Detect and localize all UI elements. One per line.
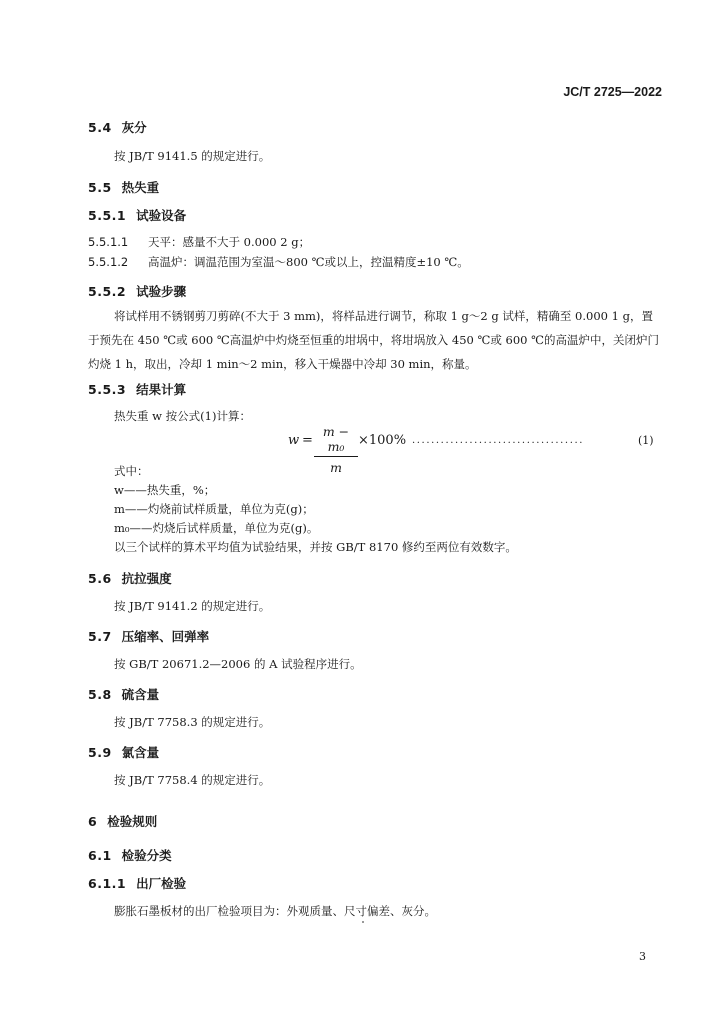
formula-equals: = — [302, 433, 313, 448]
variable-w: w——热失重，%； — [114, 483, 216, 497]
item-text: 天平：感量不大于 0.000 2 g； — [148, 235, 311, 249]
heading-title: 试验设备 — [136, 208, 187, 223]
paragraph-5-8: 按 JB/T 7758.3 的规定进行。 — [114, 715, 271, 729]
heading-number: 5.8 — [88, 687, 112, 702]
heading-5-5-1 — [88, 206, 186, 224]
page-number: 3 — [639, 950, 646, 963]
formula-lhs: w — [288, 433, 300, 448]
heading-title: 热失重 — [121, 180, 160, 195]
heading-title: 检验分类 — [121, 848, 172, 863]
heading-title: 出厂检验 — [136, 876, 187, 891]
heading-number: 5.5.3 — [88, 382, 127, 397]
item-5-5-1-1 — [88, 234, 310, 250]
heading-number: 5.6 — [88, 571, 112, 586]
item-number: 5.5.1.1 — [88, 235, 129, 249]
heading-title: 压缩率、回弹率 — [121, 629, 210, 644]
heading-number: 5.5 — [88, 180, 112, 195]
heading-title: 硫含量 — [121, 687, 160, 702]
standard-code: JC/T 2725—2022 — [563, 85, 662, 99]
heading-number: 5.9 — [88, 745, 112, 760]
paragraph-6-1-1: 膨胀石墨板材的出厂检验项目为：外观质量、尺寸偏差、灰分。 — [114, 904, 436, 918]
heading-number: 5.5.1 — [88, 208, 127, 223]
heading-title: 灰分 — [121, 120, 147, 135]
heading-5-6 — [88, 569, 172, 587]
paragraph-5-4: 按 JB/T 9141.5 的规定进行。 — [114, 149, 271, 163]
heading-5-5-3 — [88, 380, 186, 398]
item-text: 高温炉：调温范围为室温～800 ℃或以上，控温精度±10 ℃。 — [148, 255, 469, 269]
heading-number: 5.7 — [88, 629, 112, 644]
heading-number: 6.1 — [88, 848, 112, 863]
heading-5-4 — [88, 118, 147, 136]
heading-number: 6.1.1 — [88, 876, 127, 891]
formula-leader-dots: .................................... — [412, 435, 585, 446]
where-label: 式中： — [114, 464, 149, 478]
variable-m: m——灼烧前试样质量，单位为克(g)； — [114, 502, 314, 516]
fraction-bar — [314, 456, 358, 457]
formula-numerator: m − m₀ — [322, 424, 350, 454]
heading-6 — [88, 812, 157, 830]
heading-title: 结果计算 — [136, 382, 187, 397]
paragraph-5-6: 按 JB/T 9141.2 的规定进行。 — [114, 599, 271, 613]
heading-5-5-2 — [88, 282, 186, 300]
heading-number: 5.5.2 — [88, 284, 127, 299]
heading-number: 5.4 — [88, 120, 112, 135]
formula-number: (1) — [638, 434, 654, 447]
formula-intro: 热失重 w 按公式(1)计算： — [114, 409, 251, 423]
heading-6-1-1 — [88, 874, 186, 892]
heading-title: 试验步骤 — [136, 284, 187, 299]
scan-speck — [362, 921, 364, 923]
result-statement: 以三个试样的算术平均值为试验结果，并按 GB/T 8170 修约至两位有效数字。 — [114, 540, 517, 554]
heading-title: 氯含量 — [121, 745, 160, 760]
formula-1 — [288, 424, 660, 475]
heading-6-1 — [88, 846, 172, 864]
heading-title: 检验规则 — [107, 814, 158, 829]
formula-times: ×100% — [358, 433, 407, 448]
variable-m0: m₀——灼烧后试样质量，单位为克(g)。 — [114, 521, 319, 535]
formula-denominator: m — [330, 460, 342, 475]
heading-5-5 — [88, 178, 159, 196]
paragraph-5-9: 按 JB/T 7758.4 的规定进行。 — [114, 773, 271, 787]
item-5-5-1-2 — [88, 254, 469, 270]
heading-title: 抗拉强度 — [121, 571, 172, 586]
heading-5-7 — [88, 627, 209, 645]
item-number: 5.5.1.2 — [88, 255, 129, 269]
heading-5-9 — [88, 743, 159, 761]
heading-5-8 — [88, 685, 159, 703]
formula-fraction — [314, 424, 358, 475]
heading-number: 6 — [88, 814, 98, 829]
paragraph-5-7: 按 GB/T 20671.2—2006 的 A 试验程序进行。 — [114, 657, 362, 671]
paragraph-5-5-2: 将试样用不锈钢剪刀剪碎(不大于 3 mm)，将样品进行调节，称取 1 g～2 g 试样，精确至 0.000 1 g，置于预先在 450 ℃或 600 ℃高温炉中灼烧至恒重的坩埚中，将坩埚放入 450 ℃或 600 ℃的高温炉中，关闭炉门灼烧 1 h，取出，冷却 1 min～2 min，移入干燥器中冷却 30 min，称量。 — [88, 309, 659, 371]
